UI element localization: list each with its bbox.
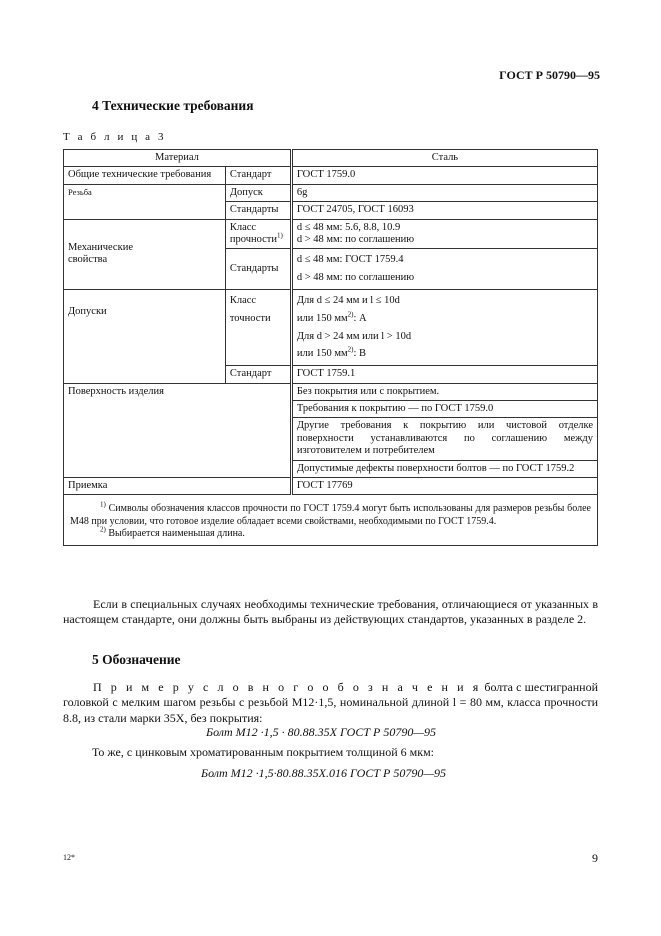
- value-line: d > 48 мм: по соглашению: [296, 272, 415, 284]
- value-line: Для d ≤ 24 мм и l ≤ 10d: [296, 294, 400, 306]
- document-code: ГОСТ Р 50790—95: [499, 68, 600, 82]
- value-text: или 150 мм: [296, 312, 348, 324]
- row-label-empty: [64, 460, 292, 477]
- value-text: : B: [353, 348, 367, 360]
- table-row: [64, 477, 598, 494]
- row-sub-strength-class: [225, 219, 291, 249]
- row-sub-standard: Стандарт: [225, 167, 291, 184]
- table-footnotes: [64, 495, 598, 546]
- footnote-2: [70, 525, 591, 541]
- row-sub-standards: Стандарты: [225, 249, 291, 290]
- table-caption: Т а б л и ц а 3: [63, 131, 167, 143]
- row-label-thread: Резьба: [64, 184, 226, 219]
- example-text: болта с шестигранной головкой с мелким шагом резьбы с резьбой M12·1,5, номинальной длиной l = 80 мм, класса прочности 8.8, из стали марки 35X, без покрытия:: [63, 680, 598, 725]
- row-label-empty: [64, 401, 292, 418]
- row-label-empty: [64, 418, 292, 460]
- row-value: [291, 219, 597, 249]
- row-value: [291, 249, 597, 290]
- section-5-title: 5 Обозначение: [92, 652, 181, 667]
- footnote-mark: 1): [100, 500, 106, 509]
- table-row: [64, 418, 598, 460]
- footnote-ref: 2): [347, 345, 354, 354]
- sub-line: точности: [229, 312, 271, 324]
- row-value: ГОСТ 1759.1: [291, 366, 597, 383]
- page-number: 9: [592, 851, 598, 865]
- example-lead: П р и м е р у с л о в н о г о о б о з н а ч е н и я: [93, 680, 482, 694]
- value-line: [297, 310, 593, 328]
- row-label-acceptance: Приемка: [64, 477, 292, 494]
- value-line: d > 48 мм: по соглашению: [296, 233, 415, 245]
- value-line: Для d > 24 мм или l > 10d: [296, 330, 412, 342]
- section-4-title: 4 Технические требования: [92, 98, 254, 113]
- row-label-general: Общие технические требования: [64, 167, 226, 184]
- footnote-mark: 2): [100, 525, 106, 534]
- row-label-tolerances: Допуски: [64, 289, 226, 383]
- row-sub-standards: Стандарты: [225, 202, 291, 219]
- footnote-text: Символы обозначения классов прочности по ГОСТ 1759.4 могут быть использованы для размеров резьбы более M48 при условии, что готовое изделие обладает всеми свойствами, необходимыми по ГОСТ 1759.4.: [70, 503, 591, 527]
- row-value: Допустимые дефекты поверхности болтов — по ГОСТ 1759.2: [291, 460, 597, 477]
- row-value: ГОСТ 24705, ГОСТ 16093: [291, 202, 597, 219]
- table-row: [64, 167, 598, 184]
- sub-line: Класс: [229, 294, 257, 306]
- table-row: [64, 401, 598, 418]
- row-sub-tolerance: Допуск: [225, 184, 291, 201]
- footnote-text: Выбирается наименьшая длина.: [105, 528, 245, 540]
- value-text: или 150 мм: [296, 348, 348, 360]
- row-label-surface: Поверхность изделия: [64, 383, 292, 400]
- row-label-mechanical: Механические свойства: [64, 219, 226, 289]
- row-value: Без покрытия или с покрытием.: [291, 383, 597, 400]
- table-row: [64, 460, 598, 477]
- header-material: Материал: [64, 150, 292, 167]
- table-header-row: [64, 150, 598, 167]
- requirements-table: [63, 149, 598, 546]
- row-value: [291, 289, 597, 365]
- footnote-ref: 2): [347, 310, 354, 319]
- header-steel: Сталь: [291, 150, 597, 167]
- value-line: d ≤ 48 мм: 5.6, 8.8, 10.9: [296, 221, 401, 233]
- designation-2: Болт M12 ·1,5·80.88.35X.016 ГОСТ Р 50790—95: [201, 766, 447, 780]
- row-value: ГОСТ 17769: [291, 477, 597, 494]
- designation-1: Болт M12 ·1,5 · 80.88.35X ГОСТ Р 50790—95: [206, 725, 437, 739]
- value-text: : A: [353, 312, 367, 324]
- row-sub-standard: Стандарт: [225, 366, 291, 383]
- footnote-ref: 1): [277, 231, 283, 240]
- table-row: [64, 289, 598, 365]
- table-row: [64, 383, 598, 400]
- table-row: [64, 219, 598, 249]
- paragraph-example: [63, 680, 598, 726]
- row-value: ГОСТ 1759.0: [291, 167, 597, 184]
- row-value: 6g: [291, 184, 597, 201]
- table-footnotes-row: [64, 495, 598, 546]
- paragraph-same-coated: То же, с цинковым хроматированным покрытием толщиной 6 мкм:: [92, 745, 434, 759]
- row-value: Другие требования к покрытию или чистовой отделке поверхности устанавливаются по соглашению между изготовителем и потребителем: [291, 418, 597, 460]
- table-row: [64, 184, 598, 201]
- footnote-1: [70, 500, 591, 528]
- value-line: d ≤ 48 мм: ГОСТ 1759.4: [296, 254, 404, 266]
- strength-class-text: Класс прочности: [229, 221, 277, 245]
- row-sub-accuracy-class: [225, 289, 291, 365]
- value-line: [297, 345, 593, 363]
- signature-mark: 12*: [63, 853, 75, 862]
- paragraph-special-cases: Если в специальных случаях необходимы технические требования, отличающиеся от указанных в настоящем стандарте, они должны быть выбраны из действующих стандартов, указанных в разделе 2.: [63, 597, 598, 627]
- row-value: Требования к покрытию — по ГОСТ 1759.0: [291, 401, 597, 418]
